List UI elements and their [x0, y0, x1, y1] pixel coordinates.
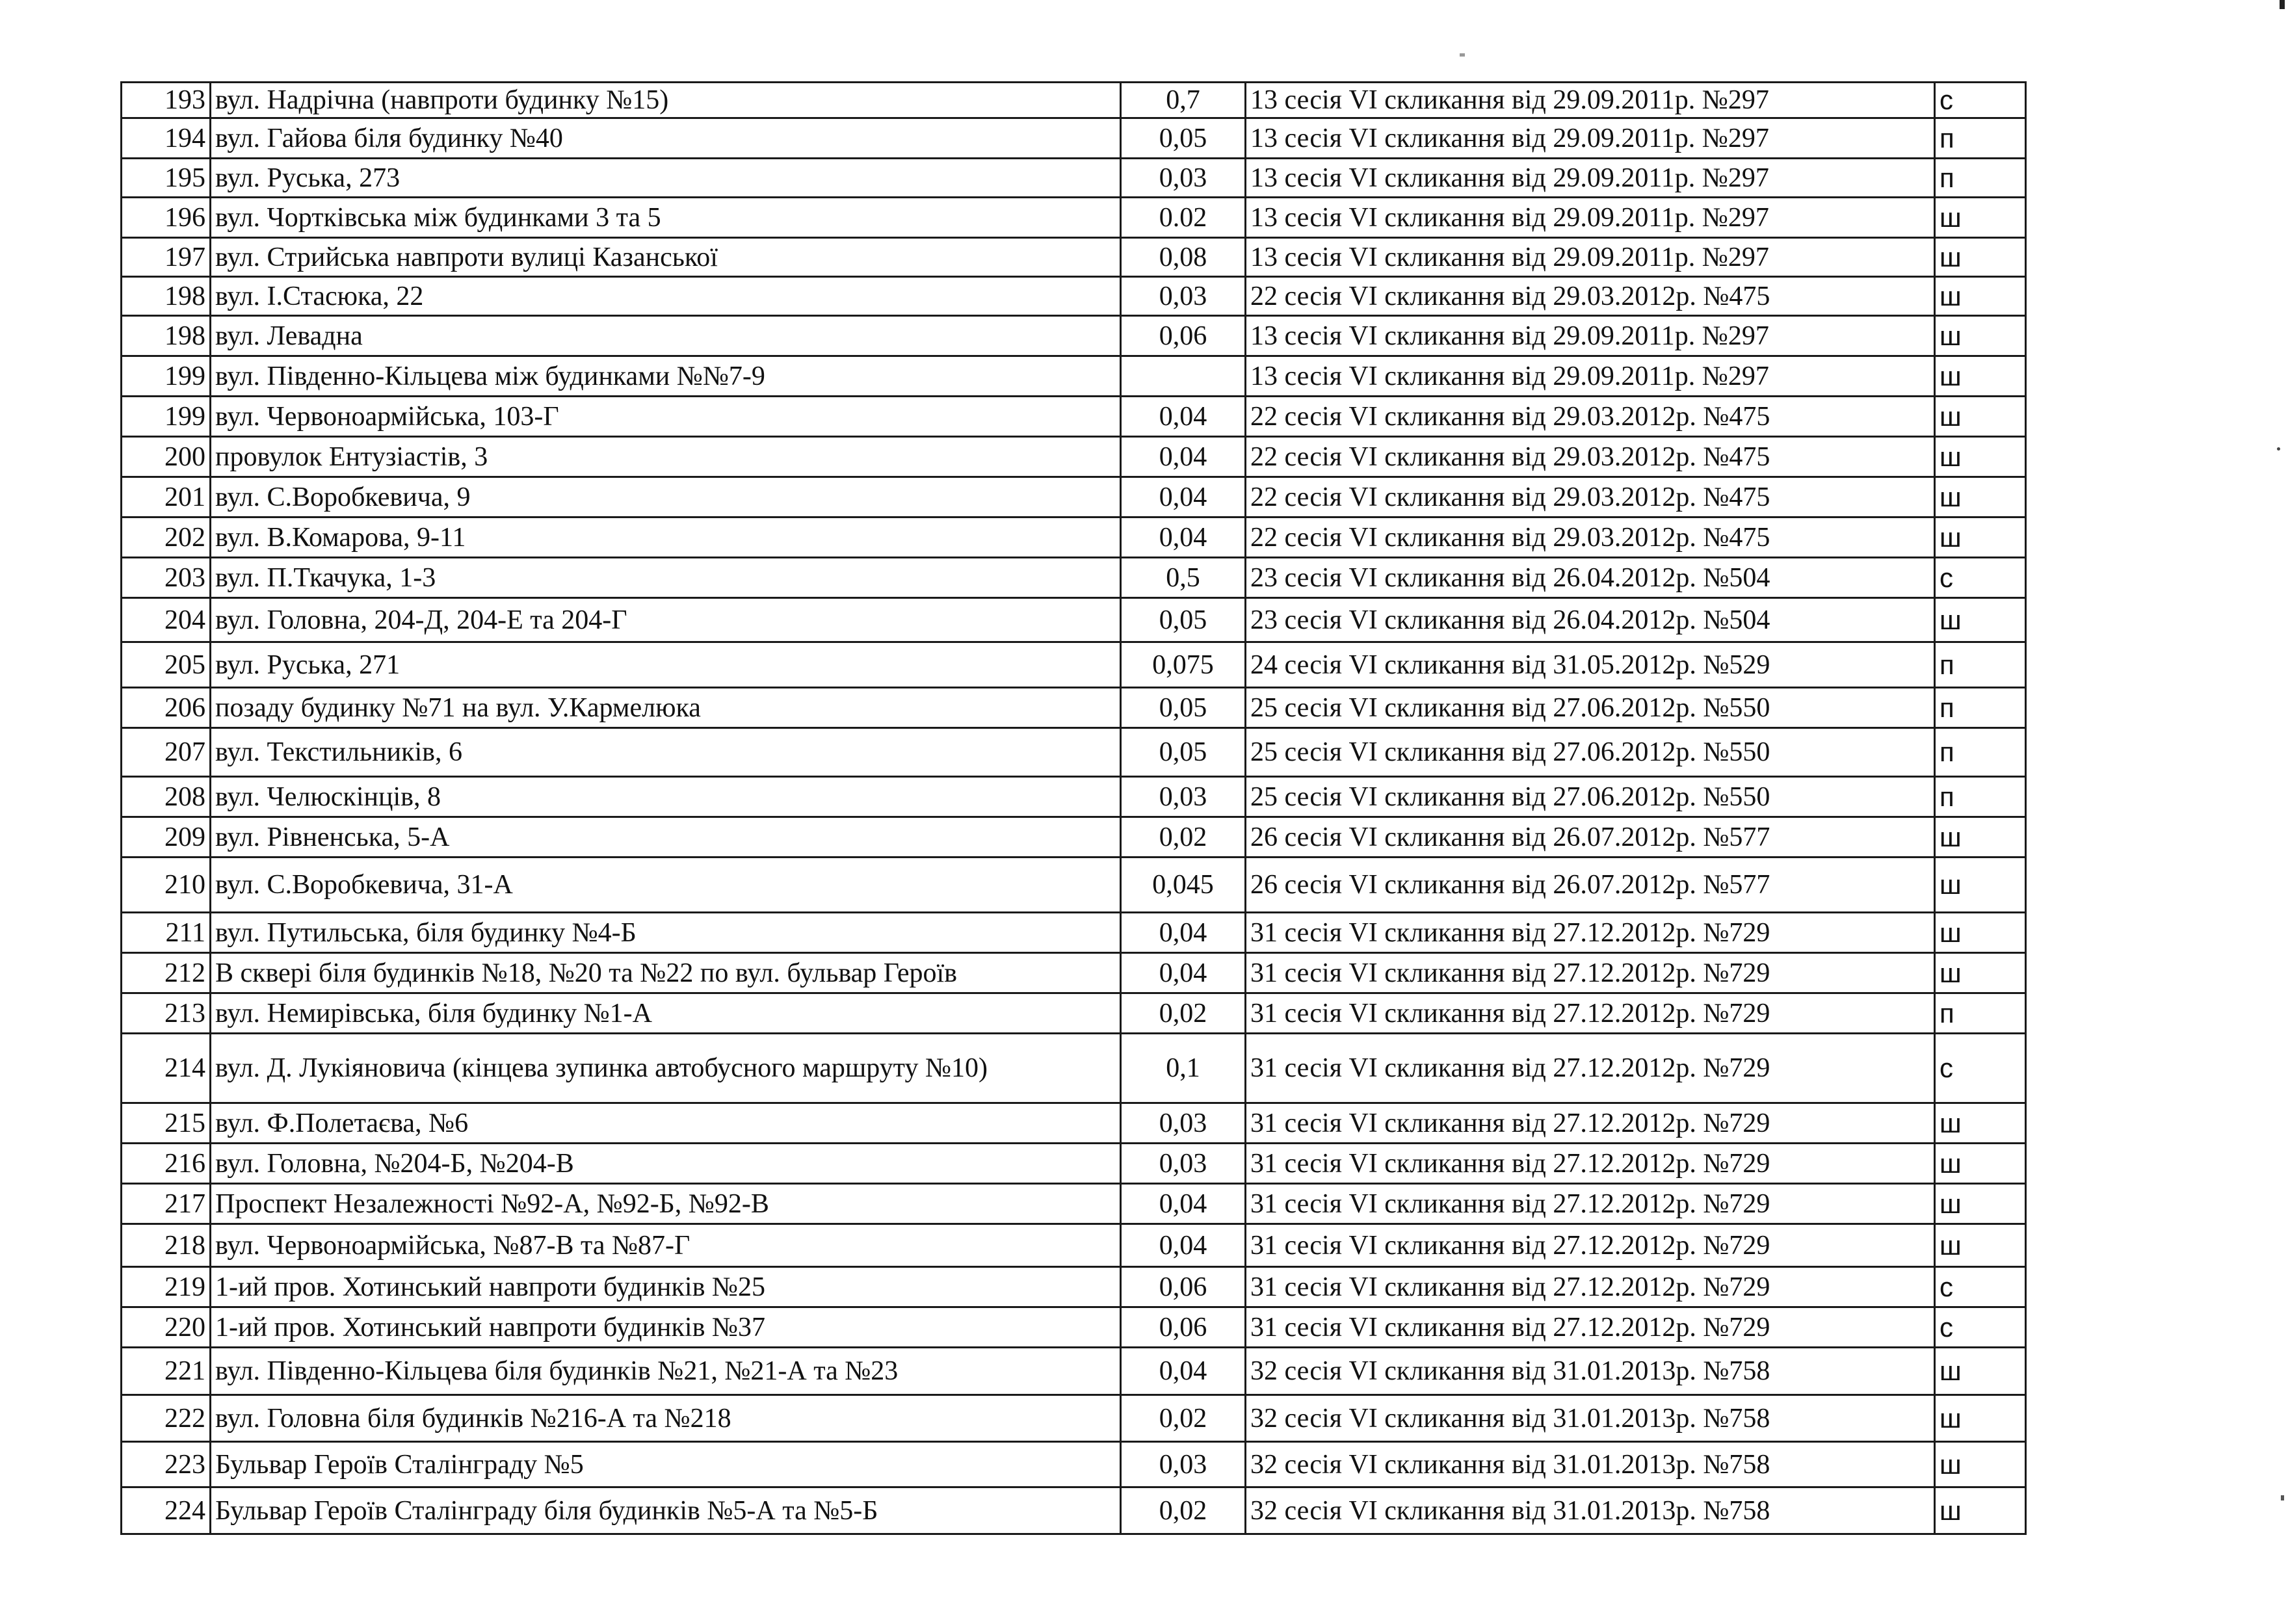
code-cell: п [1935, 118, 2026, 159]
table-row [122, 688, 2026, 728]
table-row [122, 858, 2026, 913]
area-cell: 0,06 [1121, 1307, 1246, 1348]
area-cell: 0,06 [1121, 316, 1246, 356]
address-cell: провулок Ентузіастів, 3 [211, 437, 1121, 477]
code-cell: с [1935, 1034, 2026, 1103]
address-cell: В сквері біля будинків №18, №20 та №22 по вул. бульвар Героїв [211, 953, 1121, 993]
address-cell: вул. Червоноармійська, №87-В та №87-Г [211, 1224, 1121, 1267]
table-row [122, 1487, 2026, 1534]
decision-cell: 32 сесія VI скликання від 31.01.2013р. №758 [1246, 1348, 1935, 1395]
code-cell: ш [1935, 316, 2026, 356]
table-row [122, 1144, 2026, 1184]
decision-cell: 13 сесія VI скликання від 29.09.2011р. №297 [1246, 159, 1935, 198]
address-cell: вул. Левадна [211, 316, 1121, 356]
decision-cell: 32 сесія VI скликання від 31.01.2013р. №758 [1246, 1487, 1935, 1534]
scan-artifact [2280, 0, 2285, 9]
address-cell: вул. Руська, 271 [211, 642, 1121, 688]
row-number: 201 [122, 477, 211, 517]
row-number: 216 [122, 1144, 211, 1184]
scan-artifact [1460, 53, 1465, 57]
row-number: 193 [122, 83, 211, 118]
address-cell: вул. С.Воробкевича, 31-А [211, 858, 1121, 913]
decision-cell: 32 сесія VI скликання від 31.01.2013р. №758 [1246, 1395, 1935, 1442]
table-row [122, 316, 2026, 356]
row-number: 200 [122, 437, 211, 477]
table-row [122, 1103, 2026, 1144]
area-cell: 0,7 [1121, 83, 1246, 118]
table-row [122, 1224, 2026, 1267]
area-cell: 0,05 [1121, 598, 1246, 642]
table-row [122, 728, 2026, 777]
decision-cell: 22 сесія VI скликання від 29.03.2012р. №475 [1246, 397, 1935, 437]
code-cell: п [1935, 728, 2026, 777]
area-cell: 0,04 [1121, 517, 1246, 558]
decision-cell: 25 сесія VI скликання від 27.06.2012р. №550 [1246, 777, 1935, 817]
address-cell: вул. Текстильників, 6 [211, 728, 1121, 777]
code-cell: ш [1935, 1442, 2026, 1487]
area-cell: 0,03 [1121, 1442, 1246, 1487]
area-cell: 0,03 [1121, 277, 1246, 316]
table-body [122, 83, 2026, 1534]
decision-cell: 25 сесія VI скликання від 27.06.2012р. №550 [1246, 728, 1935, 777]
table-row [122, 277, 2026, 316]
area-cell: 0,06 [1121, 1267, 1246, 1307]
row-number: 209 [122, 817, 211, 858]
table-row [122, 118, 2026, 159]
code-cell: ш [1935, 477, 2026, 517]
address-cell: вул. Чортківська між будинками 3 та 5 [211, 198, 1121, 238]
row-number: 210 [122, 858, 211, 913]
row-number: 218 [122, 1224, 211, 1267]
row-number: 205 [122, 642, 211, 688]
area-cell [1121, 356, 1246, 397]
row-number: 215 [122, 1103, 211, 1144]
code-cell: ш [1935, 437, 2026, 477]
address-cell: Бульвар Героїв Сталінграду біля будинків №5-А та №5-Б [211, 1487, 1121, 1534]
row-number: 214 [122, 1034, 211, 1103]
area-cell: 0,03 [1121, 777, 1246, 817]
address-cell: вул. Південно-Кільцева біля будинків №21, №21-А та №23 [211, 1348, 1121, 1395]
code-cell: ш [1935, 277, 2026, 316]
table-row [122, 1184, 2026, 1224]
code-cell: ш [1935, 1184, 2026, 1224]
code-cell: ш [1935, 1487, 2026, 1534]
code-cell: с [1935, 83, 2026, 118]
code-cell: ш [1935, 913, 2026, 953]
code-cell: п [1935, 688, 2026, 728]
row-number: 198 [122, 316, 211, 356]
decision-cell: 13 сесія VI скликання від 29.09.2011р. №297 [1246, 238, 1935, 277]
decision-cell: 23 сесія VI скликання від 26.04.2012р. №504 [1246, 598, 1935, 642]
code-cell: ш [1935, 238, 2026, 277]
row-number: 206 [122, 688, 211, 728]
code-cell: п [1935, 159, 2026, 198]
row-number: 213 [122, 993, 211, 1034]
decision-cell: 31 сесія VI скликання від 27.12.2012р. №729 [1246, 1307, 1935, 1348]
address-cell: вул. Ф.Полетаєва, №6 [211, 1103, 1121, 1144]
code-cell: п [1935, 642, 2026, 688]
code-cell: ш [1935, 1395, 2026, 1442]
table-row [122, 517, 2026, 558]
area-cell: 0,03 [1121, 1144, 1246, 1184]
area-cell: 0,04 [1121, 437, 1246, 477]
decision-cell: 31 сесія VI скликання від 27.12.2012р. №729 [1246, 1184, 1935, 1224]
area-cell: 0,02 [1121, 993, 1246, 1034]
address-cell: вул. Немирівська, біля будинку №1-А [211, 993, 1121, 1034]
area-cell: 0,04 [1121, 913, 1246, 953]
table-row [122, 993, 2026, 1034]
table-row [122, 913, 2026, 953]
code-cell: ш [1935, 1224, 2026, 1267]
table-row [122, 1348, 2026, 1395]
code-cell: с [1935, 1307, 2026, 1348]
area-cell: 0,08 [1121, 238, 1246, 277]
row-number: 196 [122, 198, 211, 238]
address-cell: вул. Челюскінців, 8 [211, 777, 1121, 817]
area-cell: 0,04 [1121, 1348, 1246, 1395]
row-number: 211 [122, 913, 211, 953]
decision-cell: 31 сесія VI скликання від 27.12.2012р. №729 [1246, 1034, 1935, 1103]
decision-cell: 22 сесія VI скликання від 29.03.2012р. №475 [1246, 277, 1935, 316]
table-row [122, 558, 2026, 598]
address-cell: Бульвар Героїв Сталінграду №5 [211, 1442, 1121, 1487]
table-row [122, 83, 2026, 118]
area-cell: 0,045 [1121, 858, 1246, 913]
address-cell: вул. В.Комарова, 9-11 [211, 517, 1121, 558]
table-row [122, 1307, 2026, 1348]
row-number: 220 [122, 1307, 211, 1348]
area-cell: 0,04 [1121, 953, 1246, 993]
area-cell: 0,02 [1121, 817, 1246, 858]
area-cell: 0,1 [1121, 1034, 1246, 1103]
code-cell: п [1935, 993, 2026, 1034]
address-cell: вул. Руська, 273 [211, 159, 1121, 198]
row-number: 223 [122, 1442, 211, 1487]
address-cell: вул. Головна біля будинків №216-А та №218 [211, 1395, 1121, 1442]
decision-cell: 25 сесія VI скликання від 27.06.2012р. №550 [1246, 688, 1935, 728]
table-row [122, 777, 2026, 817]
table-row [122, 238, 2026, 277]
address-cell: Проспект Незалежності №92-А, №92-Б, №92-В [211, 1184, 1121, 1224]
code-cell: ш [1935, 397, 2026, 437]
decision-cell: 13 сесія VI скликання від 29.09.2011р. №297 [1246, 83, 1935, 118]
area-cell: 0,075 [1121, 642, 1246, 688]
code-cell: ш [1935, 598, 2026, 642]
address-cell: 1-ий пров. Хотинський навпроти будинків №25 [211, 1267, 1121, 1307]
row-number: 198 [122, 277, 211, 316]
decision-cell: 23 сесія VI скликання від 26.04.2012р. №504 [1246, 558, 1935, 598]
area-cell: 0,05 [1121, 688, 1246, 728]
row-number: 222 [122, 1395, 211, 1442]
decision-cell: 22 сесія VI скликання від 29.03.2012р. №475 [1246, 477, 1935, 517]
decision-cell: 24 сесія VI скликання від 31.05.2012р. №529 [1246, 642, 1935, 688]
address-cell: вул. Гайова біля будинку №40 [211, 118, 1121, 159]
address-cell: вул. Надрічна (навпроти будинку №15) [211, 83, 1121, 118]
row-number: 195 [122, 159, 211, 198]
row-number: 224 [122, 1487, 211, 1534]
land-plots-table [120, 81, 2027, 1535]
address-cell: вул. Рівненська, 5-А [211, 817, 1121, 858]
address-cell: вул. І.Стасюка, 22 [211, 277, 1121, 316]
decision-cell: 13 сесія VI скликання від 29.09.2011р. №297 [1246, 198, 1935, 238]
row-number: 202 [122, 517, 211, 558]
scan-artifact [2277, 447, 2280, 451]
code-cell: ш [1935, 1348, 2026, 1395]
address-cell: вул. Д. Лукіяновича (кінцева зупинка автобусного маршруту №10) [211, 1034, 1121, 1103]
code-cell: ш [1935, 858, 2026, 913]
code-cell: ш [1935, 1103, 2026, 1144]
address-cell: вул. Головна, 204-Д, 204-Е та 204-Г [211, 598, 1121, 642]
area-cell: 0,03 [1121, 1103, 1246, 1144]
table-row [122, 1442, 2026, 1487]
decision-cell: 13 сесія VI скликання від 29.09.2011р. №297 [1246, 356, 1935, 397]
table-row [122, 817, 2026, 858]
address-cell: вул. Південно-Кільцева між будинками №№7-9 [211, 356, 1121, 397]
row-number: 219 [122, 1267, 211, 1307]
decision-cell: 31 сесія VI скликання від 27.12.2012р. №729 [1246, 953, 1935, 993]
row-number: 208 [122, 777, 211, 817]
decision-cell: 22 сесія VI скликання від 29.03.2012р. №475 [1246, 437, 1935, 477]
decision-cell: 31 сесія VI скликання від 27.12.2012р. №729 [1246, 1103, 1935, 1144]
row-number: 203 [122, 558, 211, 598]
area-cell: 0,04 [1121, 397, 1246, 437]
code-cell: ш [1935, 198, 2026, 238]
table-row [122, 1267, 2026, 1307]
code-cell: ш [1935, 517, 2026, 558]
address-cell: позаду будинку №71 на вул. У.Кармелюка [211, 688, 1121, 728]
area-cell: 0,05 [1121, 728, 1246, 777]
table-row [122, 356, 2026, 397]
row-number: 212 [122, 953, 211, 993]
decision-cell: 32 сесія VI скликання від 31.01.2013р. №758 [1246, 1442, 1935, 1487]
scan-artifact [2281, 1495, 2284, 1500]
decision-cell: 13 сесія VI скликання від 29.09.2011р. №297 [1246, 316, 1935, 356]
table-row [122, 198, 2026, 238]
decision-cell: 31 сесія VI скликання від 27.12.2012р. №729 [1246, 1144, 1935, 1184]
decision-cell: 26 сесія VI скликання від 26.07.2012р. №577 [1246, 817, 1935, 858]
code-cell: п [1935, 777, 2026, 817]
address-cell: вул. Стрийська навпроти вулиці Казанської [211, 238, 1121, 277]
table-row [122, 477, 2026, 517]
decision-cell: 31 сесія VI скликання від 27.12.2012р. №729 [1246, 1267, 1935, 1307]
code-cell: с [1935, 558, 2026, 598]
table-row [122, 598, 2026, 642]
table-row [122, 397, 2026, 437]
decision-cell: 22 сесія VI скликання від 29.03.2012р. №475 [1246, 517, 1935, 558]
area-cell: 0,04 [1121, 1224, 1246, 1267]
address-cell: вул. П.Ткачука, 1-3 [211, 558, 1121, 598]
area-cell: 0.02 [1121, 198, 1246, 238]
address-cell: вул. С.Воробкевича, 9 [211, 477, 1121, 517]
code-cell: ш [1935, 1144, 2026, 1184]
address-cell: 1-ий пров. Хотинський навпроти будинків №37 [211, 1307, 1121, 1348]
area-cell: 0,05 [1121, 118, 1246, 159]
table-row [122, 437, 2026, 477]
address-cell: вул. Червоноармійська, 103-Г [211, 397, 1121, 437]
area-cell: 0,04 [1121, 477, 1246, 517]
table-row [122, 1395, 2026, 1442]
decision-cell: 26 сесія VI скликання від 26.07.2012р. №577 [1246, 858, 1935, 913]
row-number: 194 [122, 118, 211, 159]
area-cell: 0,04 [1121, 1184, 1246, 1224]
row-number: 199 [122, 356, 211, 397]
area-cell: 0,02 [1121, 1487, 1246, 1534]
area-cell: 0,5 [1121, 558, 1246, 598]
code-cell: с [1935, 1267, 2026, 1307]
row-number: 199 [122, 397, 211, 437]
address-cell: вул. Головна, №204-Б, №204-В [211, 1144, 1121, 1184]
row-number: 204 [122, 598, 211, 642]
row-number: 221 [122, 1348, 211, 1395]
code-cell: ш [1935, 953, 2026, 993]
row-number: 197 [122, 238, 211, 277]
table-row [122, 953, 2026, 993]
table-row [122, 642, 2026, 688]
decision-cell: 31 сесія VI скликання від 27.12.2012р. №729 [1246, 913, 1935, 953]
area-cell: 0,02 [1121, 1395, 1246, 1442]
row-number: 217 [122, 1184, 211, 1224]
address-cell: вул. Путильська, біля будинку №4-Б [211, 913, 1121, 953]
code-cell: ш [1935, 356, 2026, 397]
area-cell: 0,03 [1121, 159, 1246, 198]
decision-cell: 31 сесія VI скликання від 27.12.2012р. №729 [1246, 993, 1935, 1034]
row-number: 207 [122, 728, 211, 777]
decision-cell: 31 сесія VI скликання від 27.12.2012р. №729 [1246, 1224, 1935, 1267]
table-row [122, 159, 2026, 198]
decision-cell: 13 сесія VI скликання від 29.09.2011р. №297 [1246, 118, 1935, 159]
table-row [122, 1034, 2026, 1103]
code-cell: ш [1935, 817, 2026, 858]
